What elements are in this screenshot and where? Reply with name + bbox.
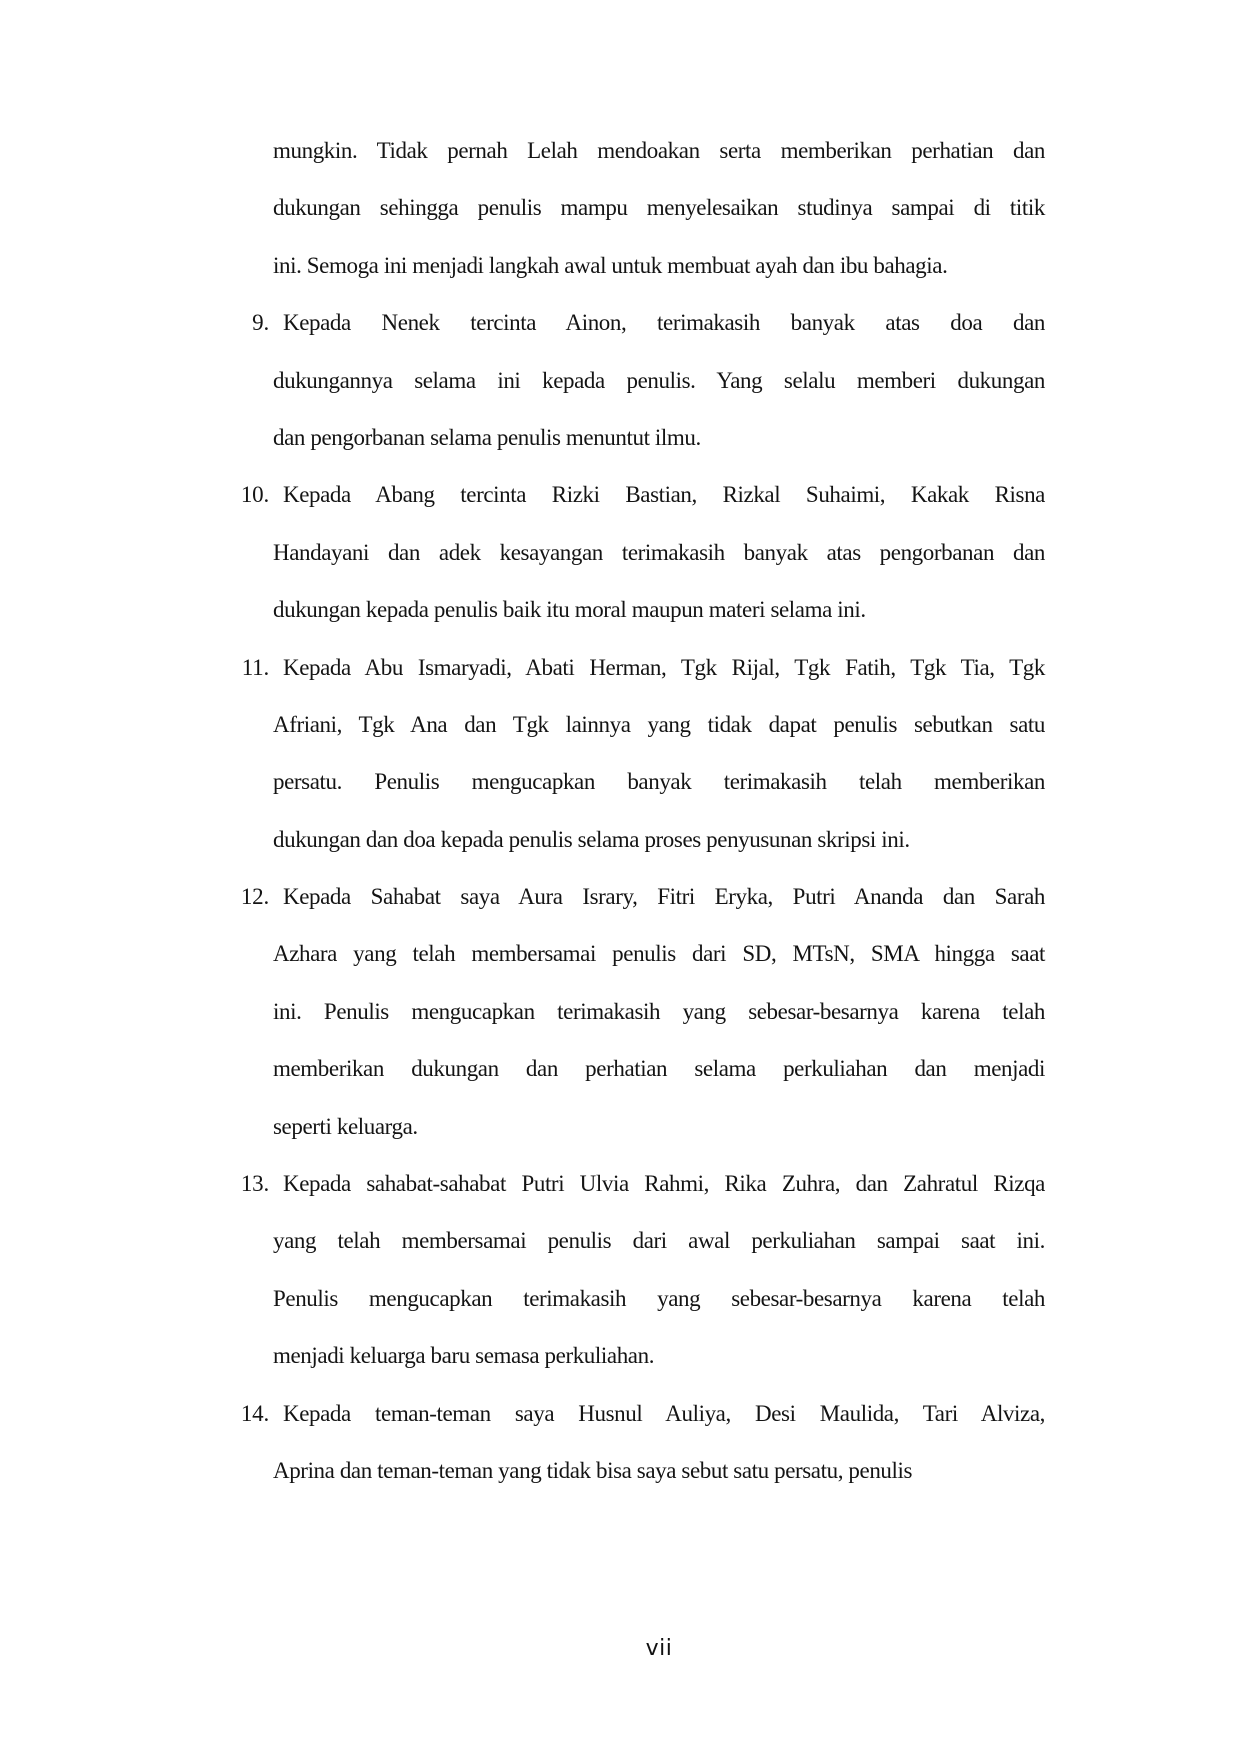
page-number: vii — [645, 1636, 673, 1661]
text-line: dukungan sehingga penulis mampu menyelesaikan studinya sampai di titik — [273, 195, 1045, 221]
text-line: mungkin. Tidak pernah Lelah mendoakan serta memberikan perhatian dan — [273, 138, 1045, 163]
list-number: 10. — [240, 482, 269, 508]
text-line: 9. Kepada Nenek tercinta Ainon, terimakasih banyak atas doa dan — [273, 294, 1045, 351]
text-line: Handayani dan adek kesayangan terimakasih banyak atas pengorbanan dan — [273, 539, 1045, 565]
text-line: dan pengorbanan selama penulis menuntut ilmu. — [273, 424, 701, 450]
text-line: dukungan kepada penulis baik itu moral maupun materi selama ini. — [273, 597, 866, 623]
text-line: dukungannya selama ini kepada penulis. Yang selalu memberi dukungan — [273, 367, 1045, 393]
list-item-14 — [240, 1385, 1045, 1500]
acknowledgements-text-block — [240, 122, 1045, 1499]
list-number: 12. — [240, 884, 269, 910]
text-line: 11. Kepada Abu Ismaryadi, Abati Herman, Tgk Rijal, Tgk Fatih, Tgk Tia, Tgk — [273, 639, 1045, 696]
text-line: ini. Penulis mengucapkan terimakasih yang sebesar-besarnya karena telah — [273, 998, 1045, 1024]
intro-paragraph — [273, 122, 1045, 294]
text-line: dukungan dan doa kepada penulis selama proses penyusunan skripsi ini. — [273, 826, 910, 852]
list-number: 14. — [240, 1400, 269, 1426]
list-item-12 — [240, 868, 1045, 1155]
list-number: 11. — [241, 654, 269, 680]
list-item-9 — [252, 294, 1045, 466]
text-line: 13. Kepada sahabat-sahabat Putri Ulvia Rahmi, Rika Zuhra, dan Zahratul Rizqa — [273, 1155, 1045, 1212]
list-number: 9. — [252, 310, 269, 336]
list-item-11 — [241, 639, 1045, 869]
text-line: memberikan dukungan dan perhatian selama perkuliahan dan menjadi — [273, 1056, 1045, 1082]
text-line: menjadi keluarga baru semasa perkuliahan. — [273, 1343, 655, 1369]
text-line: 12. Kepada Sahabat saya Aura Israry, Fitri Eryka, Putri Ananda dan Sarah — [273, 868, 1045, 925]
text-line: Azhara yang telah membersamai penulis dari SD, MTsN, SMA hingga saat — [273, 941, 1045, 967]
text-line: 10. Kepada Abang tercinta Rizki Bastian, Rizkal Suhaimi, Kakak Risna — [273, 466, 1045, 523]
list-item-13 — [240, 1155, 1045, 1385]
text-line: Penulis mengucapkan terimakasih yang sebesar-besarnya karena telah — [273, 1285, 1045, 1311]
text-line: Afriani, Tgk Ana dan Tgk lainnya yang tidak dapat penulis sebutkan satu — [273, 711, 1045, 737]
text-line: seperti keluarga. — [273, 1113, 418, 1139]
list-item-10 — [240, 466, 1045, 638]
list-number: 13. — [240, 1171, 269, 1197]
text-line: ini. Semoga ini menjadi langkah awal untuk membuat ayah dan ibu bahagia. — [273, 252, 948, 278]
text-line: Aprina dan teman-teman yang tidak bisa saya sebut satu persatu, penulis — [273, 1457, 913, 1483]
text-line: yang telah membersamai penulis dari awal perkuliahan sampai saat ini. — [273, 1228, 1045, 1254]
text-line: 14. Kepada teman-teman saya Husnul Auliya, Desi Maulida, Tari Alviza, — [273, 1385, 1045, 1442]
text-line: persatu. Penulis mengucapkan banyak terimakasih telah memberikan — [273, 769, 1045, 795]
